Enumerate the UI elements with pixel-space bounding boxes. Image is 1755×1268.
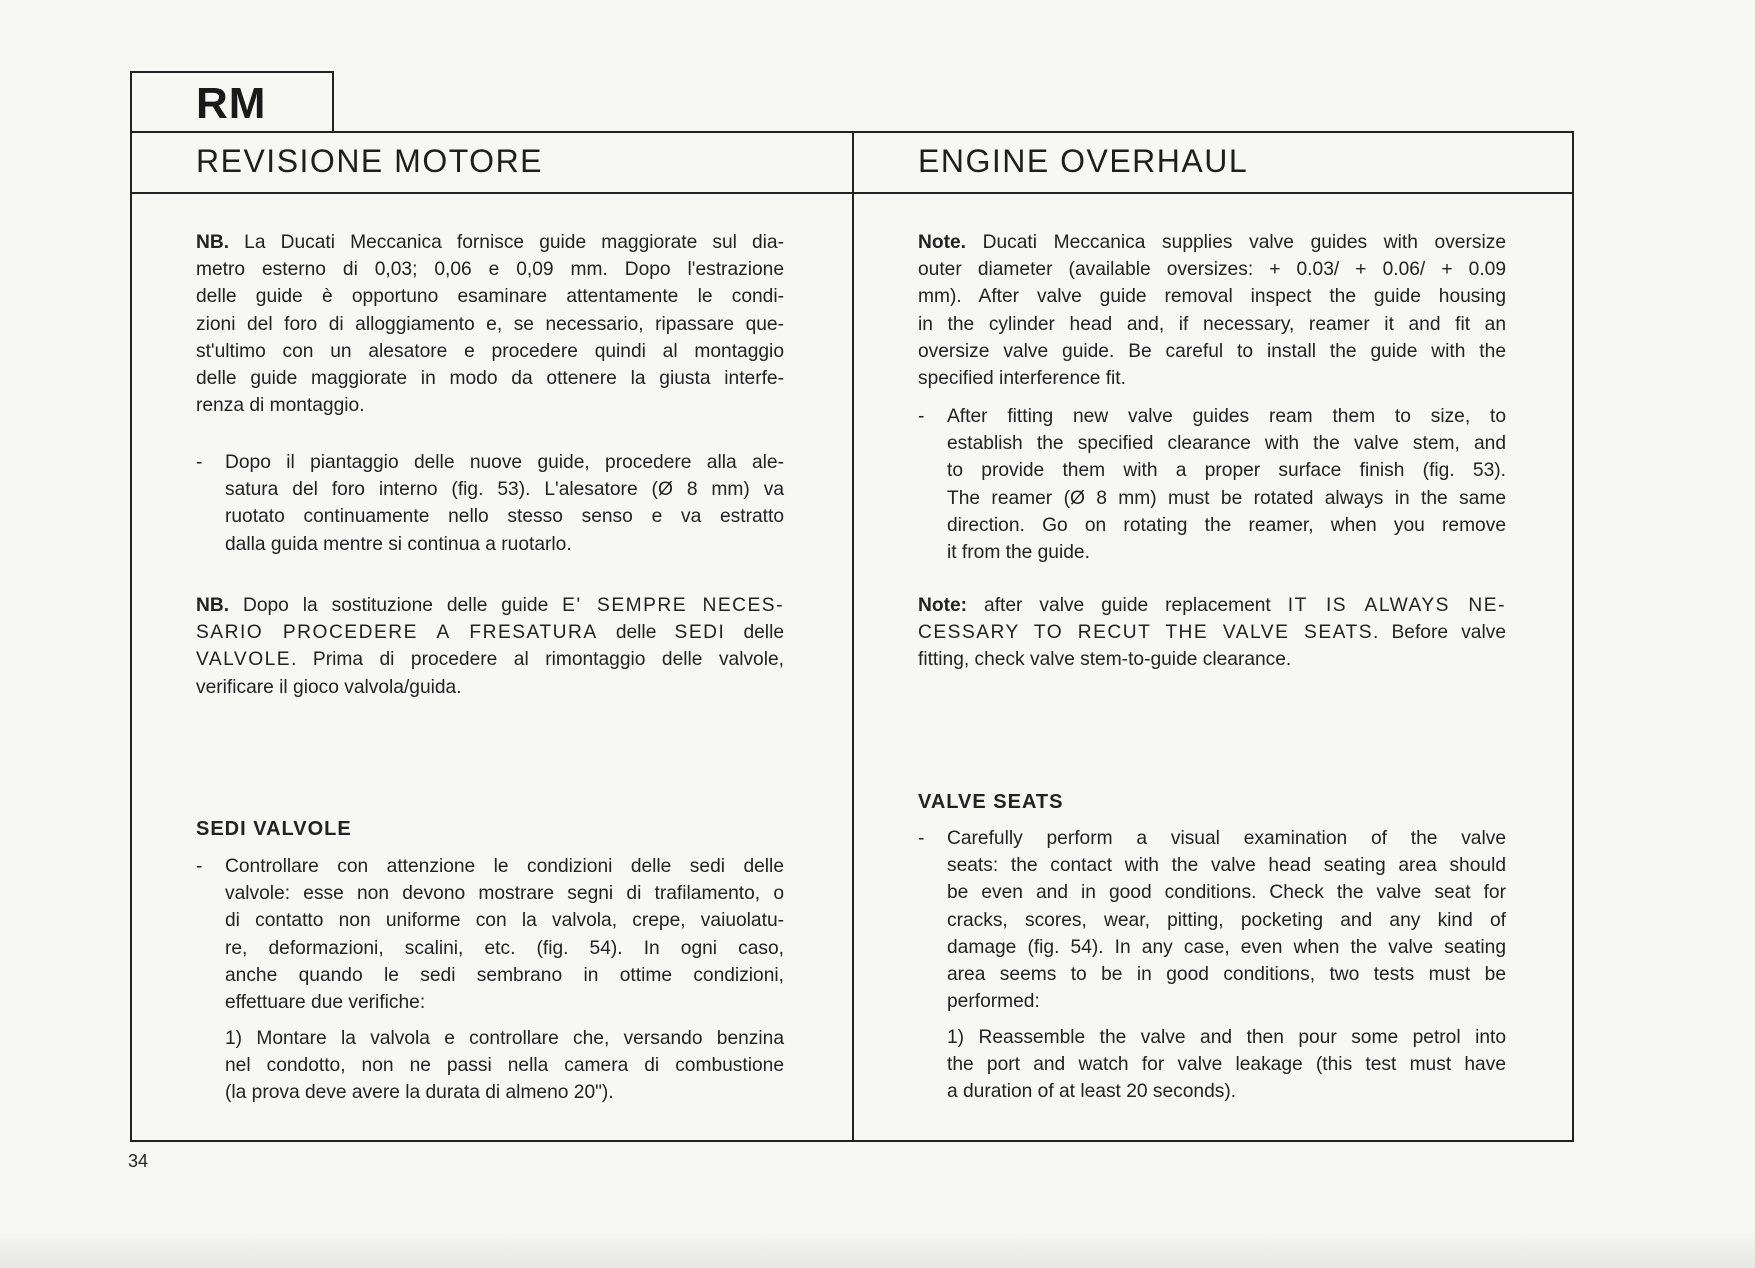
text-line: Controllare con attenzione le condizioni delle sedi delle [225, 856, 784, 877]
text-line: La Ducati Meccanica fornisce guide maggiorate sul dia- [244, 232, 784, 253]
section-tab-label: RM [196, 79, 267, 128]
text-line: damage (fig. 54). In any case, even when the valve seating [947, 936, 1506, 958]
text-line: metro esterno di 0,03; 0,06 e 0,09 mm. Dopo l'estrazione [196, 259, 784, 281]
text-line: effettuare due verifiche: [225, 992, 426, 1014]
text-run: Dopo la sostituzione delle guide [242, 595, 563, 616]
text-line: satura del foro interno (fig. 53). L'alesatore (Ø 8 mm) va [225, 479, 784, 501]
bullet-dash: - [196, 856, 203, 877]
text-run: IT IS ALWAYS NE- [1287, 595, 1506, 616]
text-line: to provide them with a proper surface finish (fig. 53). [947, 460, 1506, 482]
text-line: a duration of at least 20 seconds). [947, 1081, 1237, 1103]
text-line: Dopo il piantaggio delle nuove guide, procedere alla ale- [225, 452, 784, 473]
text-run: after valve guide replacement [967, 595, 1288, 616]
text-run: SEDI [674, 622, 726, 644]
text-line: be even and in good conditions. Check the valve seat for [947, 882, 1506, 904]
english-bullet-seats [918, 825, 1506, 1015]
text-line: establish the specified clearance with the valve stem, and [947, 433, 1506, 455]
scan-shadow [0, 1230, 1755, 1268]
english-note-2 [918, 592, 1506, 674]
bullet-dash: - [918, 828, 925, 849]
text-line: direction. Go on rotating the reamer, when you remove [947, 514, 1506, 536]
text-run: SARIO PROCEDERE A FRESATURA [196, 622, 598, 644]
text-line: fitting, check valve stem-to-guide clearance. [918, 649, 1292, 671]
italian-section-title: SEDI VALVOLE [196, 818, 352, 840]
text-run: delle [725, 622, 785, 644]
english-note-1 [918, 229, 1506, 392]
english-test-1 [918, 1024, 1506, 1106]
text-run: E' SEMPRE NECES- [562, 595, 784, 616]
italian-note-1 [196, 229, 784, 419]
text-line: (la prova deve avere la durata di almeno 20"). [225, 1082, 614, 1104]
text-line: area seems to be in good conditions, two tests must be [947, 964, 1506, 986]
text-line: seats: the contact with the valve head seating area should [947, 855, 1506, 877]
note-prefix: NB. [196, 232, 230, 253]
text-line: 1) Montare la valvola e controllare che, versando benzina [225, 1028, 784, 1049]
english-section-title: VALVE SEATS [918, 791, 1064, 813]
text-line: renza di montaggio. [196, 395, 365, 417]
text-line: mm). After valve guide removal inspect the guide housing [918, 286, 1506, 308]
text-line: 1) Reassemble the valve and then pour some petrol into [947, 1027, 1506, 1048]
text-line: After fitting new valve guides ream them to size, to [947, 406, 1506, 427]
note-prefix: Note. [918, 232, 966, 253]
text-line: delle guide maggiorate in modo da ottenere la giusta interfe- [196, 368, 784, 390]
note-prefix: NB. [196, 595, 230, 616]
italian-test-1 [196, 1025, 784, 1107]
bullet-dash: - [196, 452, 203, 473]
english-title: ENGINE OVERHAUL [918, 143, 1249, 179]
text-line: cracks, scores, wear, pitting, pocketing and any kind of [947, 909, 1506, 931]
text-run: CESSARY TO RECUT THE VALVE SEATS [918, 622, 1374, 644]
note-prefix: Note: [918, 595, 968, 616]
text-line: re, deformazioni, scalini, etc. (fig. 54). In ogni caso, [225, 937, 784, 959]
text-run: . Before valve [1373, 622, 1506, 644]
text-line: ruotato continuamente nello stesso senso e va estratto [225, 506, 784, 528]
text-run: VALVOLE [196, 649, 292, 671]
italian-title: REVISIONE MOTORE [196, 143, 544, 179]
text-line: oversize valve guide. Be careful to install the guide with the [918, 340, 1506, 362]
text-line: delle guide è opportuno esaminare attentamente le condi- [196, 286, 784, 308]
text-line: zioni del foro di alloggiamento e, se necessario, ripassare que- [196, 313, 784, 335]
text-line: verificare il gioco valvola/guida. [196, 676, 462, 698]
bullet-dash: - [918, 406, 925, 427]
italian-bullet-seats [196, 853, 784, 1016]
text-line: outer diameter (available oversizes: + 0.03/ + 0.06/ + 0.09 [918, 259, 1506, 281]
text-line: performed: [947, 991, 1040, 1013]
text-line: in the cylinder head and, if necessary, reamer it and fit an [918, 313, 1506, 335]
text-line: di contatto non uniforme con la valvola, crepe, vaiuolatu- [225, 910, 784, 932]
italian-bullet-reaming [196, 449, 784, 558]
text-line: Carefully perform a visual examination of the valve [947, 828, 1506, 849]
english-bullet-reaming [918, 403, 1506, 566]
text-line: anche quando le sedi sembrano in ottime condizioni, [225, 964, 784, 986]
text-run: . Prima di procedere al rimontaggio delle valvole, [291, 649, 784, 671]
text-line: nel condotto, non ne passi nella camera di combustione [225, 1055, 784, 1077]
text-run: delle [597, 622, 675, 644]
section-tab [130, 71, 334, 131]
text-line: valvole: esse non devono mostrare segni di trafilamento, o [225, 883, 784, 905]
text-line: st'ultimo con un alesatore e procedere quindi al montaggio [196, 340, 784, 362]
page-number: 34 [128, 1151, 149, 1171]
text-line: the port and watch for valve leakage (this test must have [947, 1054, 1506, 1076]
text-line: The reamer (Ø 8 mm) must be rotated always in the same [947, 487, 1506, 509]
text-line: Ducati Meccanica supplies valve guides with oversize [982, 232, 1506, 253]
text-line: it from the guide. [947, 542, 1090, 564]
text-line: specified interference fit. [918, 368, 1126, 390]
italian-note-2 [196, 592, 784, 701]
text-line: dalla guida mentre si continua a ruotarlo. [225, 533, 572, 555]
column-divider [852, 133, 854, 1140]
